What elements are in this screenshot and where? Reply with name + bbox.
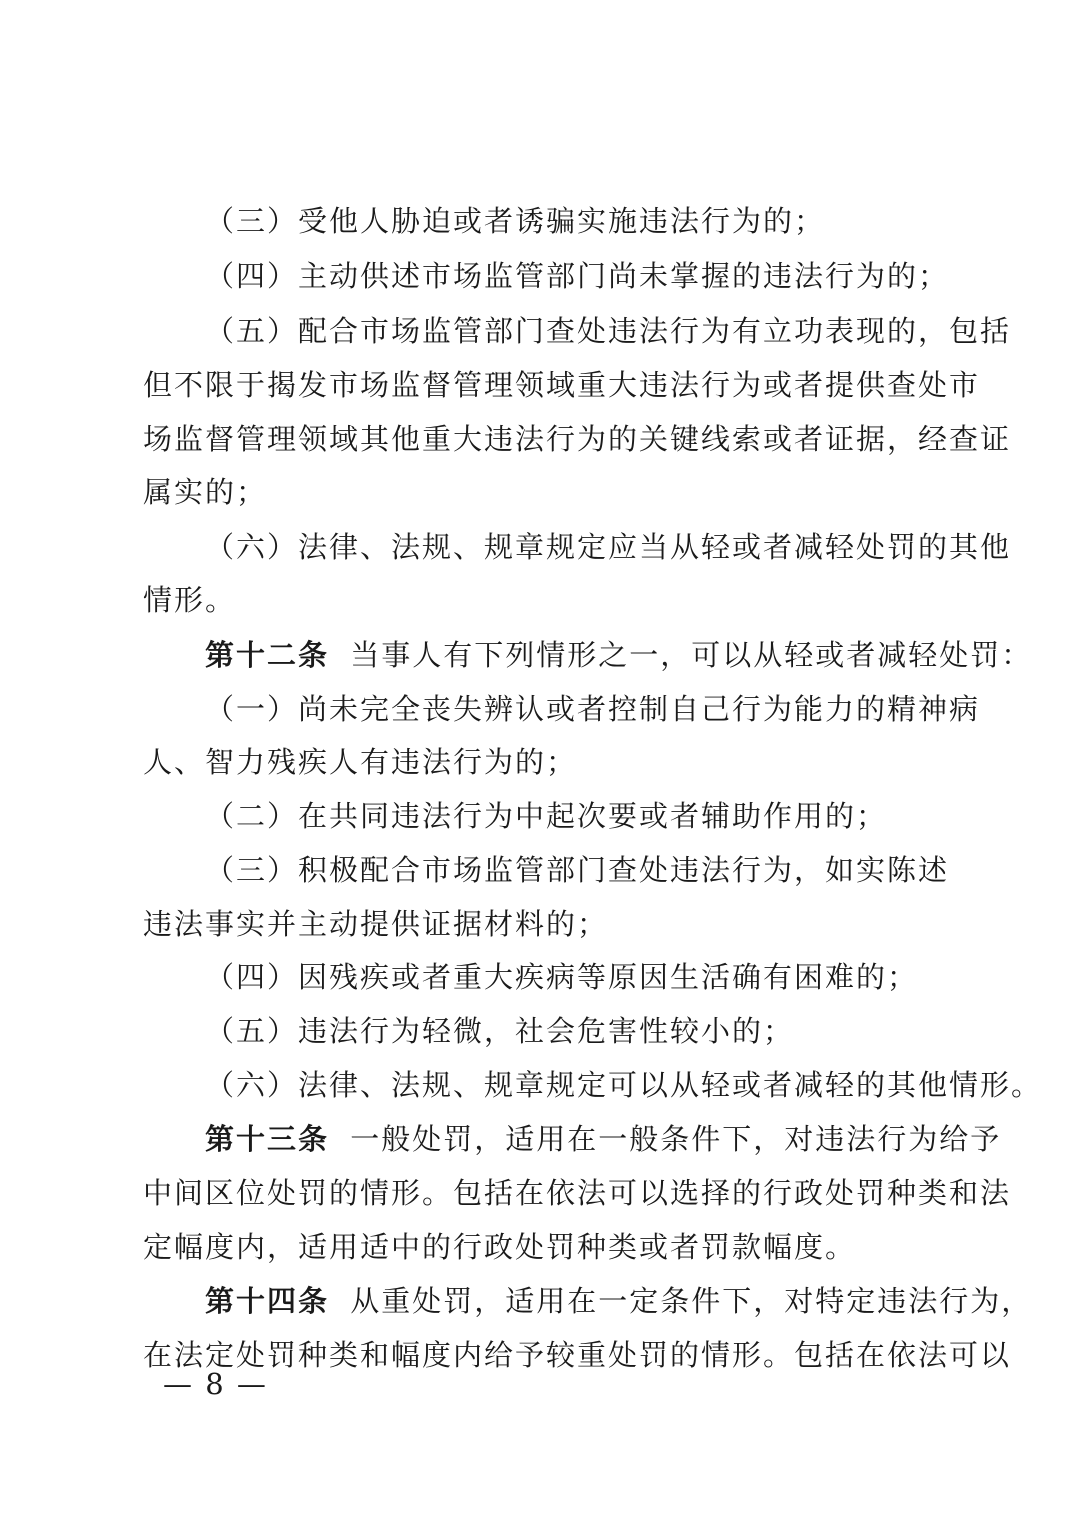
article-12-intro — [205, 635, 1033, 675]
article-12-item-5: （五）违法行为轻微，社会危害性较小的； — [205, 1014, 795, 1048]
article-12-item-2: （二）在共同违法行为中起次要或者辅助作用的； — [205, 799, 888, 833]
article-13-text: 一般处罚，适用在一般条件下，对违法行为给予 — [350, 1122, 1002, 1156]
item-5-line-3: 场监督管理领域其他重大违法行为的关键线索或者证据，经查证 — [143, 422, 1012, 456]
item-6-line-2: 情形。 — [143, 583, 237, 617]
article-12-item-6: （六）法律、法规、规章规定可以从轻或者减轻的其他情形。 — [205, 1068, 1043, 1102]
article-14-text: 从重处罚，适用在一定条件下，对特定违法行为， — [350, 1284, 1033, 1318]
item-5-line-2: 但不限于揭发市场监督管理领域重大违法行为或者提供查处市 — [143, 368, 981, 402]
article-14-line-2: 在法定处罚种类和幅度内给予较重处罚的情形。包括在依法可以 — [143, 1338, 1012, 1372]
article-12-item-1-line-1: （一）尚未完全丧失辨认或者控制自己行为能力的精神病 — [205, 692, 981, 726]
article-13-line-1 — [205, 1119, 1005, 1159]
article-14-heading: 第十四条 — [205, 1284, 330, 1318]
item-4-line: （四）主动供述市场监管部门尚未掌握的违法行为的； — [205, 259, 950, 293]
article-13-line-2: 中间区位处罚的情形。包括在依法可以选择的行政处罚种类和法 — [143, 1176, 1012, 1210]
article-12-item-4: （四）因残疾或者重大疾病等原因生活确有困难的； — [205, 960, 919, 994]
article-13-heading: 第十三条 — [205, 1122, 330, 1156]
article-12-item-3-line-1: （三）积极配合市场监管部门查处违法行为，如实陈述 — [205, 853, 950, 887]
article-13-line-3: 定幅度内，适用适中的行政处罚种类或者罚款幅度。 — [143, 1230, 857, 1264]
article-12-item-3-line-2: 违法事实并主动提供证据材料的； — [143, 907, 609, 941]
item-3-line: （三）受他人胁迫或者诱骗实施违法行为的； — [205, 204, 826, 238]
item-6-line-1: （六）法律、法规、规章规定应当从轻或者减轻处罚的其他 — [205, 530, 1012, 564]
article-12-intro-text: 当事人有下列情形之一，可以从轻或者减轻处罚： — [350, 638, 1033, 672]
article-12-heading: 第十二条 — [205, 638, 330, 672]
article-14-line-1 — [205, 1281, 1033, 1321]
page-number: — 8 — — [163, 1367, 268, 1401]
item-5-line-1: （五）配合市场监管部门查处违法行为有立功表现的，包括 — [205, 314, 1012, 348]
article-12-item-1-line-2: 人、智力残疾人有违法行为的； — [143, 745, 578, 779]
item-5-line-4: 属实的； — [143, 475, 268, 509]
